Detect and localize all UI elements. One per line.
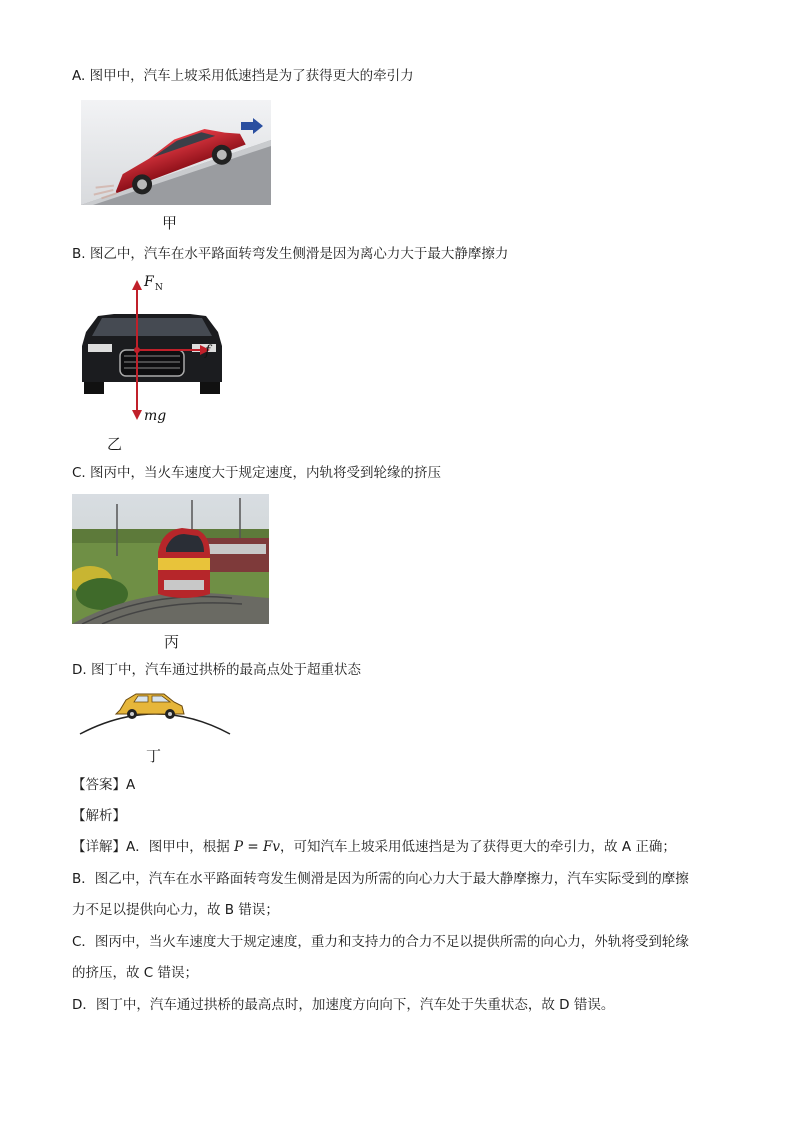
friction-label: f bbox=[205, 343, 211, 359]
figure-bing-caption: 丙 bbox=[164, 633, 180, 651]
figure-jia-uphill-car bbox=[81, 100, 271, 205]
figure-yi-caption: 乙 bbox=[107, 435, 123, 453]
answer-line bbox=[72, 776, 135, 794]
detail-c-line-1: C．图丙中，当火车速度大于规定速度，重力和支持力的合力不足以提供所需的向心力，外轨将受到轮缘 bbox=[72, 934, 689, 950]
figure-bing-train bbox=[72, 494, 269, 624]
gravity-label: mg bbox=[144, 408, 167, 424]
fn-subscript: N bbox=[155, 283, 163, 293]
detail-label: 【详解】 bbox=[72, 839, 126, 855]
formula-p-fv: P = Fv bbox=[234, 839, 281, 855]
answer-label: 【答案】 bbox=[72, 777, 126, 793]
detail-d-line: D．图丁中，汽车通过拱桥的最高点时，加速度方向向下，汽车处于失重状态，故 D 错误。 bbox=[72, 997, 615, 1013]
figure-yi-car-forces bbox=[72, 270, 232, 430]
detail-b-line-2: 力不足以提供向心力，故 B 错误； bbox=[72, 902, 279, 918]
figure-ding-arch-bridge bbox=[76, 686, 236, 738]
analysis-label: 【解析】 bbox=[72, 808, 126, 824]
option-c-text: C. 图丙中，当火车速度大于规定速度，内轨将受到轮缘的挤压 bbox=[72, 465, 442, 481]
detail-a-line bbox=[72, 838, 676, 856]
option-a-text: A. 图甲中，汽车上坡采用低速挡是为了获得更大的牵引力 bbox=[72, 68, 414, 84]
option-b-text: B. 图乙中，汽车在水平路面转弯发生侧滑是因为离心力大于最大静摩擦力 bbox=[72, 246, 509, 262]
detail-a-before: A．图甲中，根据 bbox=[126, 839, 230, 855]
detail-c-line-2: 的挤压，故 C 错误； bbox=[72, 965, 199, 981]
figure-ding-caption: 丁 bbox=[146, 747, 162, 765]
option-d-text: D. 图丁中，汽车通过拱桥的最高点处于超重状态 bbox=[72, 662, 361, 678]
detail-a-after: ，可知汽车上坡采用低速挡是为了获得更大的牵引力，故 A 正确； bbox=[280, 839, 676, 855]
figure-jia-caption: 甲 bbox=[162, 214, 178, 232]
fn-label: F bbox=[144, 274, 154, 290]
detail-b-line-1: B．图乙中，汽车在水平路面转弯发生侧滑是因为所需的向心力大于最大静摩擦力，汽车实际受到的摩擦 bbox=[72, 871, 689, 887]
answer-value: A bbox=[126, 777, 136, 793]
